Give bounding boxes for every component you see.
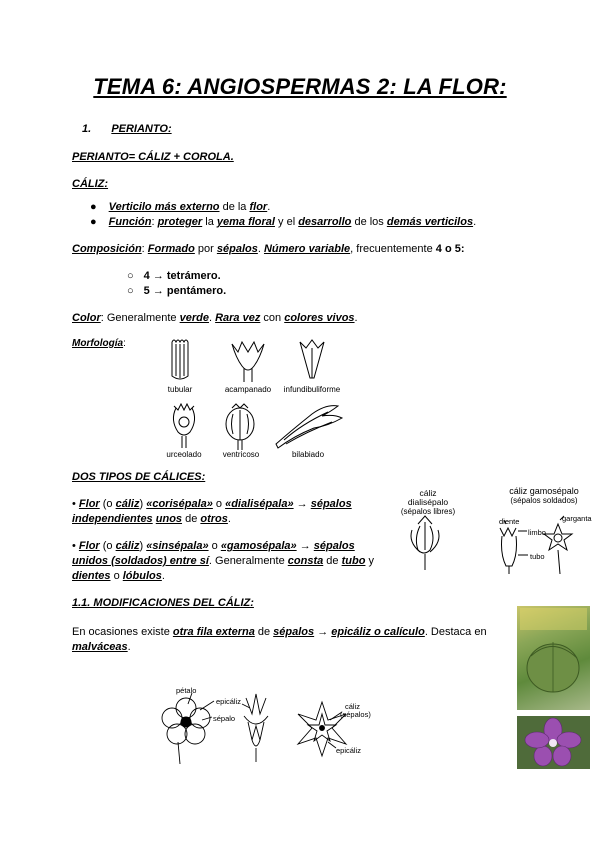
text-color: Color: [72, 312, 101, 324]
sub-item-pentamero: [127, 285, 226, 297]
text: .: [257, 243, 264, 255]
text: En ocasiones existe: [72, 626, 173, 638]
text: :: [141, 243, 148, 255]
text-verticilo: Verticilo más externo: [108, 201, 220, 213]
label-caliz-dialisepalo-3: (sépalos libres): [400, 507, 456, 516]
epicaliz-figure: [158, 684, 378, 768]
text: de la: [219, 201, 250, 213]
malva-flower-photo: [517, 716, 590, 769]
tipo2-line3: [72, 570, 165, 582]
text-sepalos: sépalos: [273, 626, 315, 638]
text: .: [354, 312, 358, 324]
caliz-heading: CÁLIZ:: [72, 178, 109, 190]
text-otra-fila: otra fila externa: [172, 626, 255, 638]
text: , frecuentemente: [350, 243, 436, 255]
text-flor: Flor: [78, 498, 100, 510]
text: de: [254, 626, 274, 638]
text-consta: consta: [287, 555, 324, 567]
malva-flower-drawing: [517, 716, 590, 769]
section-1-1-heading: 1.1. MODIFICACIONES DEL CÁLIZ:: [72, 597, 254, 609]
label-sepalos: (sépalos): [340, 710, 371, 719]
bilabiate-calyx-icon: [276, 406, 342, 448]
text-desarrollo: desarrollo: [298, 216, 352, 228]
urceolate-calyx-icon: [173, 404, 194, 448]
text-composicion: Composición: [72, 243, 142, 255]
text: •: [72, 540, 79, 552]
bullet-funcion: [90, 216, 476, 228]
text-yema: yema floral: [216, 216, 275, 228]
label-caliz-dialisepalo-1: cáliz: [419, 488, 437, 498]
text: .: [208, 312, 216, 324]
text: :: [123, 338, 126, 349]
text: o: [212, 498, 226, 510]
text-verticilos: demás verticilos: [386, 216, 474, 228]
tipo2-line1: [72, 540, 355, 552]
text: o: [110, 570, 123, 582]
text: .: [473, 216, 477, 228]
text-sinsepala: «sinsépala»: [146, 540, 209, 552]
bell-calyx-icon: [232, 342, 264, 382]
text-malvaceas: malváceas: [72, 641, 128, 653]
text-funcion: Función: [108, 216, 152, 228]
star-calyx-icon: [544, 516, 572, 574]
section-number: 1.: [82, 123, 92, 135]
text-formado: Formado: [147, 243, 195, 255]
text-unidos: unidos (soldados) entre sí: [72, 555, 209, 567]
tipo2-line2: [72, 555, 374, 567]
color-line: [72, 312, 358, 324]
text-tetramero: 4 → tetrámero.: [143, 270, 221, 282]
malva-flower-side-view-icon: [244, 694, 268, 762]
text: por: [194, 243, 217, 255]
text-epicaliz: epicáliz o calículo: [331, 626, 425, 638]
text: y el: [274, 216, 299, 228]
text: (o: [99, 498, 116, 510]
composicion-line: [72, 243, 465, 255]
text-flor: flor: [249, 201, 268, 213]
bullet-verticilo: [90, 201, 270, 213]
text-4-o-5: 4 o 5:: [435, 243, 465, 255]
text-dientes: dientes: [72, 570, 111, 582]
modificaciones-line1: [72, 626, 487, 638]
calyx-shapes-drawing: [160, 338, 345, 463]
text-dialisepala: «dialisépala»: [225, 498, 294, 510]
dialisepalo-flower-icon: [411, 516, 439, 570]
text: . Destaca en: [424, 626, 487, 638]
text: (o: [99, 540, 116, 552]
text: .: [127, 641, 131, 653]
text: ): [139, 540, 147, 552]
text-colores-vivos: colores vivos: [284, 312, 355, 324]
text-caliz: cáliz: [115, 498, 140, 510]
label-sepalo: sépalo: [213, 714, 236, 723]
bullet-dot: ●: [90, 201, 97, 213]
tipo1-line2: [72, 513, 231, 525]
caliz-types-figure: [400, 484, 592, 576]
text: de: [182, 513, 201, 525]
tubular-calyx-icon: [172, 340, 188, 379]
perianto-definition: PERIANTO= CÁLIZ + COROLA.: [72, 151, 234, 163]
epicalyx-star-icon: [298, 702, 346, 756]
page-title: TEMA 6: ANGIOSPERMAS 2: LA FLOR:: [93, 74, 507, 99]
text: la: [202, 216, 217, 228]
text: →: [293, 498, 311, 510]
text: :: [151, 216, 158, 228]
circle-bullet: ○: [127, 285, 134, 297]
label-garganta: garganta: [562, 514, 592, 523]
circle-bullet: ○: [127, 270, 134, 282]
label-caliz-gamosepalo-1: cáliz gamosépalo: [509, 486, 579, 496]
dos-tipos-heading: DOS TIPOS DE CÁLICES:: [72, 471, 206, 483]
caption-urceolado: urceolado: [166, 450, 202, 459]
section-1-heading: [82, 123, 172, 135]
caption-tubular: tubular: [167, 385, 193, 394]
text-unos: unos: [155, 513, 183, 525]
label-petalo: pétalo: [176, 686, 197, 695]
bullet-dot: ●: [90, 216, 97, 228]
text: : Generalmente: [100, 312, 180, 324]
text: o: [208, 540, 221, 552]
caliz-types-drawing: [400, 484, 592, 576]
text: .: [267, 201, 271, 213]
text: ): [139, 498, 147, 510]
text-otros: otros: [200, 513, 228, 525]
text-sepalos: sépalos: [216, 243, 258, 255]
text: de: [323, 555, 342, 567]
label-caliz-gamosepalo-2: (sépalos soldados): [510, 496, 578, 505]
text-morfologia: Morfología: [72, 338, 124, 349]
sub-item-tetramero: [127, 270, 221, 282]
morfologia-figure: [160, 338, 345, 463]
text: →: [314, 626, 332, 638]
text: . Generalmente: [208, 555, 288, 567]
label-diente: diente: [499, 517, 520, 526]
text-proteger: proteger: [157, 216, 203, 228]
text: →: [296, 540, 314, 552]
label-epicaliz-2: epicáliz: [336, 746, 362, 755]
modificaciones-line2: [72, 641, 131, 653]
gamosepalo-tube-icon: [500, 520, 528, 574]
text: •: [72, 498, 79, 510]
label-caliz: cáliz: [345, 702, 361, 711]
label-epicaliz-1: epicáliz: [216, 697, 242, 706]
label-caliz-dialisepalo-2: dialisépalo: [407, 497, 449, 507]
caption-bilabiado: bilabiado: [291, 450, 325, 459]
text-numero-variable: Número variable: [263, 243, 351, 255]
section-label: PERIANTO:: [111, 123, 172, 135]
text: de los: [351, 216, 387, 228]
caption-acampanado: acampanado: [224, 385, 272, 394]
caption-ventricoso: ventricoso: [222, 450, 260, 459]
text-corisepala: «corisépala»: [146, 498, 213, 510]
text-tubo: tubo: [341, 555, 366, 567]
malvaceae-calyx-photo: [517, 606, 590, 710]
text-rara-vez: Rara vez: [215, 312, 261, 324]
text: .: [161, 570, 165, 582]
text-sepalos: sépalos: [313, 540, 355, 552]
tipo1-line1: [72, 498, 352, 510]
text: con: [260, 312, 285, 324]
label-tubo: tubo: [530, 552, 545, 561]
text-flor: Flor: [78, 540, 100, 552]
text-lobulos: lóbulos: [122, 570, 162, 582]
text: .: [227, 513, 231, 525]
morfologia-label: [72, 338, 126, 349]
text: y: [365, 555, 374, 567]
funnel-calyx-icon: [300, 340, 324, 378]
ventricose-calyx-icon: [226, 404, 254, 450]
text-gamosepala: «gamosépala»: [220, 540, 297, 552]
epicaliz-drawing: [158, 684, 378, 768]
text-verde: verde: [179, 312, 209, 324]
text-sepalos: sépalos: [310, 498, 352, 510]
text-independientes: independientes: [72, 513, 153, 525]
text-pentamero: 5 → pentámero.: [143, 285, 227, 297]
malvaceae-calyx-drawing: [517, 606, 590, 710]
caption-infundibuliforme: infundibuliforme: [283, 385, 341, 394]
text-caliz: cáliz: [115, 540, 140, 552]
label-limbo: limbo: [528, 528, 546, 537]
